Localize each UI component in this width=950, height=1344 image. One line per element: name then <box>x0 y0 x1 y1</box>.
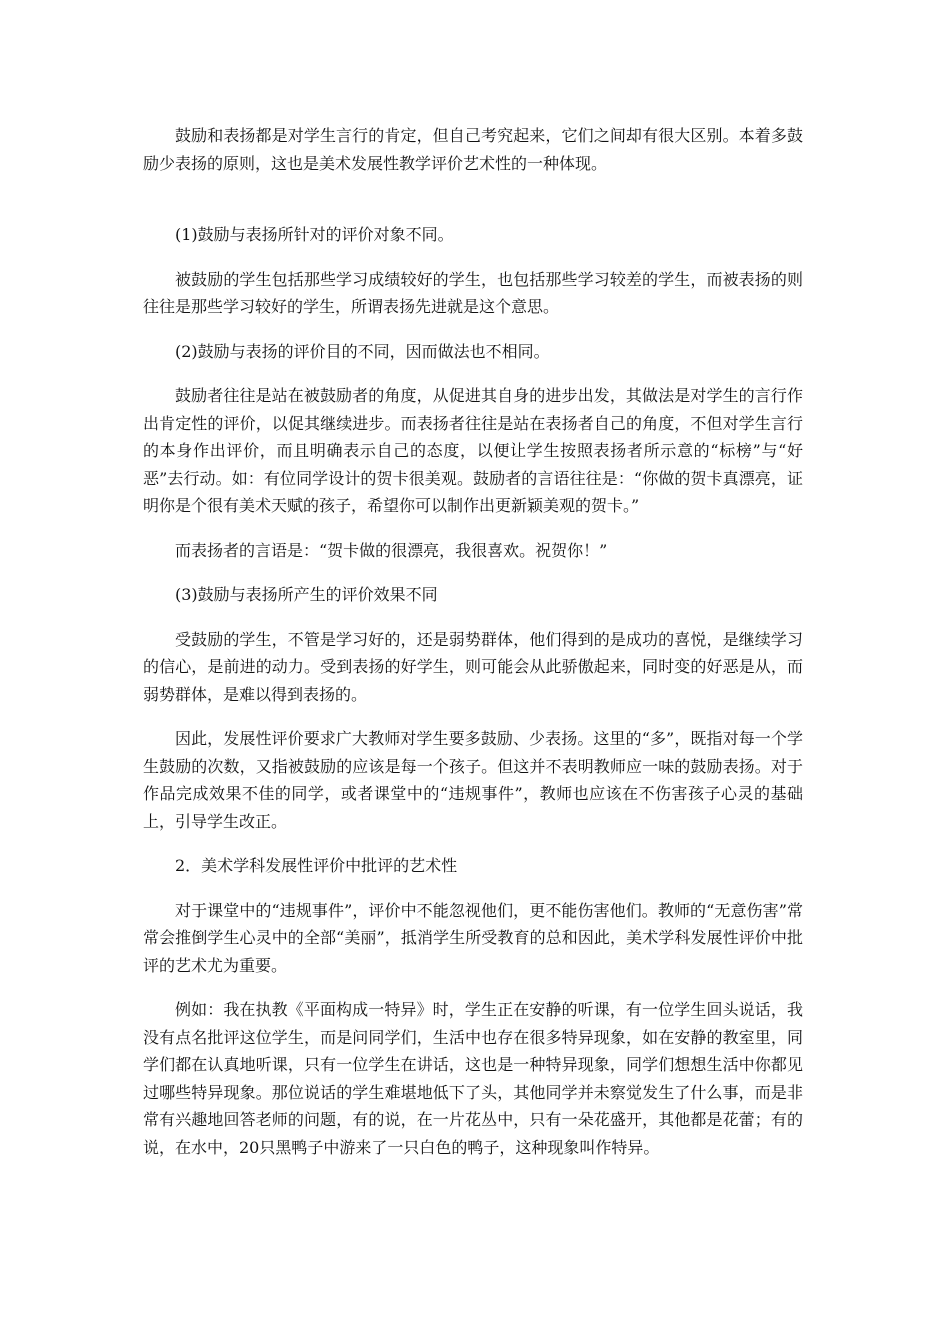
paragraph-2: 鼓励者往往是站在被鼓励者的角度，从促进其自身的进步出发，其做法是对学生的言行作出肯定性的评价，以促其继续进步。而表扬者往往是站在表扬者自己的角度，不但对学生言行的本身作出评价，而且明确表示自己的态度，以便让学生按照表扬者所示意的“标榜”与“好恶”去行动。如：有位同学设计的贺卡很美观。鼓励者的言语往往是：“你做的贺卡真漂亮，证明你是个很有美术天赋的孩子，希望你可以制作出更新颖美观的贺卡。” <box>143 386 803 515</box>
paragraph-intro: 鼓励和表扬都是对学生言行的肯定，但自己考究起来，它们之间却有很大区别。本着多鼓励少表扬的原则，这也是美术发展性教学评价艺术性的一种体现。 <box>143 126 803 173</box>
section-heading-2: 2．美术学科发展性评价中批评的艺术性 <box>175 856 458 875</box>
paragraph-6: 对于课堂中的“违规事件”，评价中不能忽视他们，更不能伤害他们。教师的“无意伤害”常常会推倒学生心灵中的全部“美丽”，抵消学生所受教育的总和因此，美术学科发展性评价中批评的艺术尤为重要。 <box>143 900 803 975</box>
paragraph-7: 例如：我在执教《平面构成一特异》时，学生正在安静的听课，有一位学生回头说话，我没有点名批评这位学生，而是问同学们，生活中也存在很多特异现象，如在安静的教室里，同学们都在认真地听课，只有一位学生在讲话，这也是一种特异现象，同学们想想生活中你都见过哪些特异现象。那位说话的学生难堪地低下了头，其他同学并未察觉发生了什么事，而是非常有兴趣地回答老师的问题，有的说，在一片花丛中，只有一朵花盛开，其他都是花蕾；有的说，在水中，20只黑鸭子中游来了一只白色的鸭子，这种现象叫作特异。 <box>143 1000 803 1157</box>
paragraph-4: 受鼓励的学生，不管是学习好的，还是弱势群体，他们得到的是成功的喜悦，是继续学习的信心，是前进的动力。受到表扬的好学生，则可能会从此骄傲起来，同时变的好恶是从，而弱势群体，是难以得到表扬的。 <box>143 629 803 704</box>
document-body <box>143 122 803 1161</box>
subheading-2: (2)鼓励与表扬的评价目的不同，因而做法也不相同。 <box>175 341 550 361</box>
paragraph-3: 而表扬者的言语是：“贺卡做的很漂亮，我很喜欢。祝贺你！” <box>175 540 608 560</box>
paragraph-1: 被鼓励的学生包括那些学习成绩较好的学生，也包括那些学习较差的学生，而被表扬的则往往是那些学习较好的学生，所谓表扬先进就是这个意思。 <box>143 269 803 316</box>
subheading-3: (3)鼓励与表扬所产生的评价效果不同 <box>175 585 438 604</box>
paragraph-5: 因此，发展性评价要求广大教师对学生要多鼓励、少表扬。这里的“多”，既指对每一个学生鼓励的次数，又指被鼓励的应该是每一个孩子。但这并不表明教师应一味的鼓励表扬。对于作品完成效果不佳的同学，或者课堂中的“违规事件”，教师也应该在不伤害孩子心灵的基础上，引导学生改正。 <box>143 729 803 831</box>
subheading-1: (1)鼓励与表扬所针对的评价对象不同。 <box>175 225 454 244</box>
